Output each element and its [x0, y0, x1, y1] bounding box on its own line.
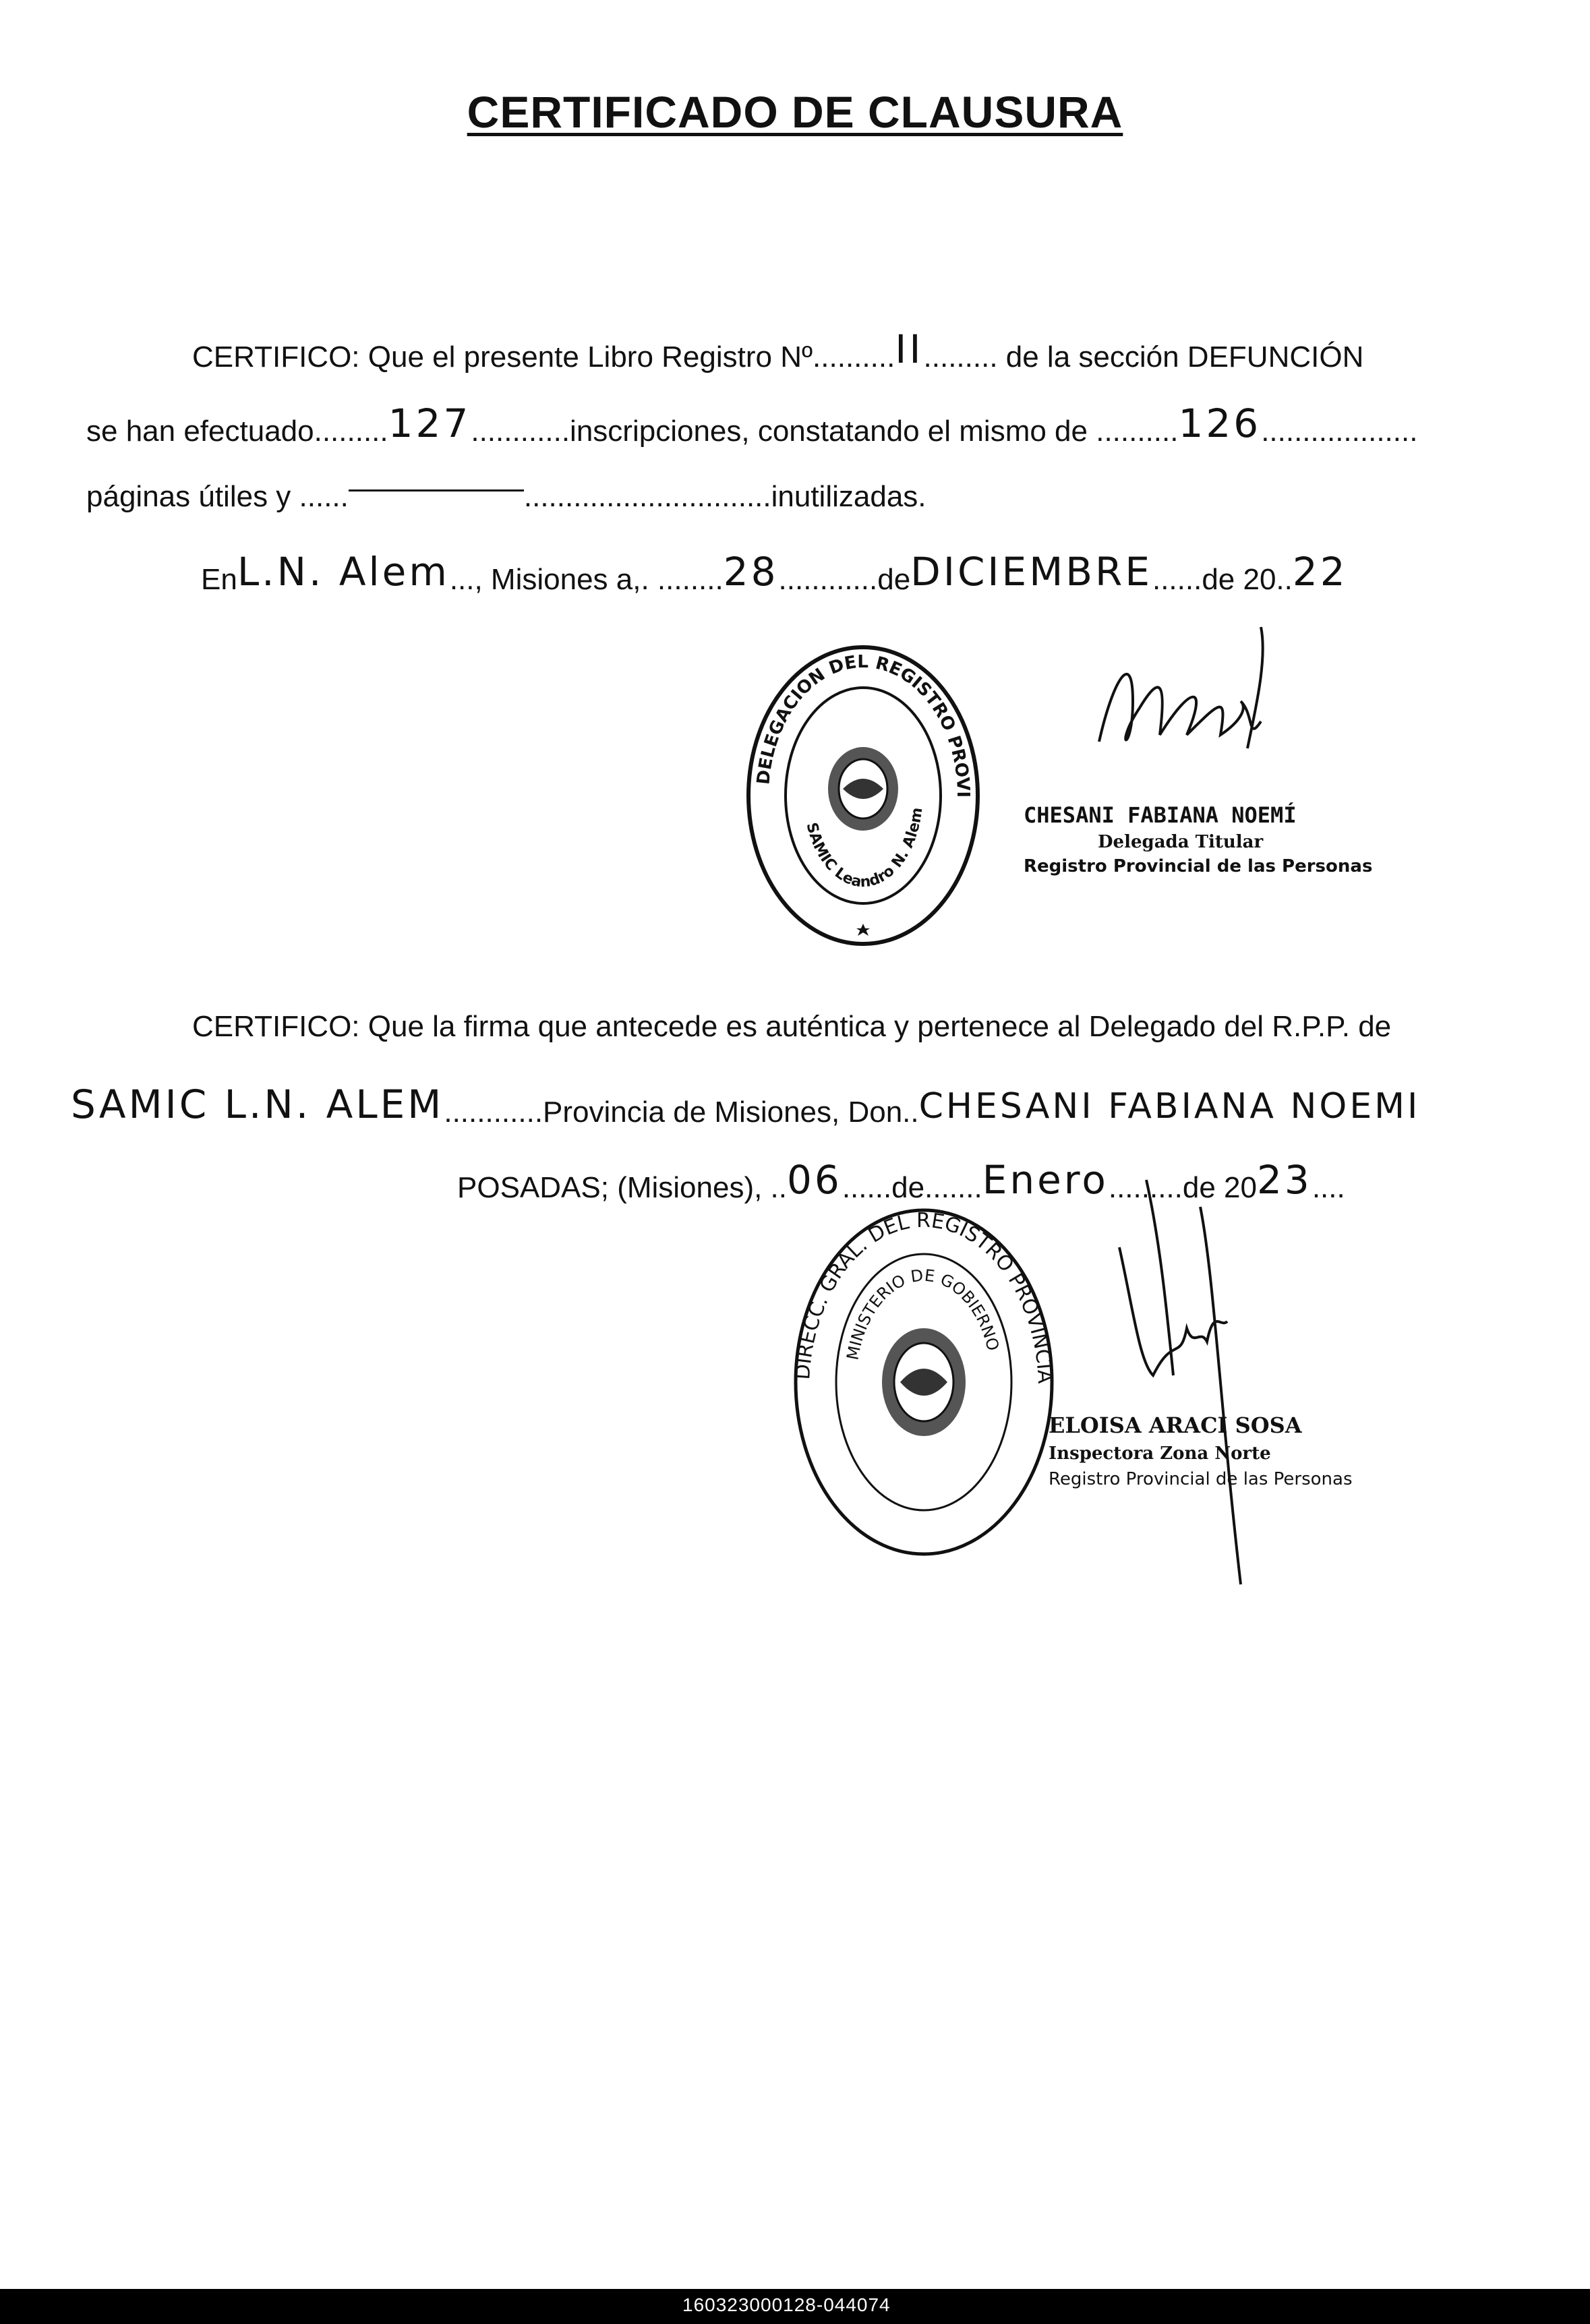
footer-bar	[0, 2289, 1590, 2324]
first-seal	[742, 640, 984, 951]
localidad: SAMIC L.N. ALEM	[71, 1081, 444, 1127]
delegado-name: CHESANI FABIANA NOEMI	[918, 1086, 1421, 1127]
first-signatory-role: Delegada Titular	[1098, 832, 1264, 852]
anio: 22	[1292, 549, 1348, 595]
coat-of-arms-icon	[882, 1328, 966, 1436]
second-dia: 06	[787, 1157, 842, 1203]
second-certificate-line-1: CERTIFICO: Que la firma que antecede es auténtica y pertenece al Delegado del R.P.P. de	[192, 1010, 1392, 1043]
libro-numero: II	[895, 326, 924, 372]
second-certificate-line-3: POSADAS; (Misiones), ..06......de.......Enero.........de 2023....	[457, 1157, 1345, 1204]
paginas-count: 126	[1178, 400, 1262, 446]
first-signatory-name: CHESANI FABIANA NOEMÍ	[1024, 802, 1297, 828]
second-signatory-org: Registro Provincial de las Personas	[1049, 1469, 1353, 1489]
second-mes: Enero	[982, 1157, 1109, 1203]
second-signature-image	[1092, 1173, 1268, 1591]
certificate-line-4: EnL.N. Alem..., Misiones a,. ........28............deDICIEMBRE......de 20..22	[201, 549, 1348, 596]
footer-code: 160323000128-044074	[682, 2294, 891, 2315]
second-signatory-block	[1049, 1412, 1386, 1489]
coat-of-arms-icon	[828, 747, 898, 831]
first-seal-inner-text: SAMIC Leandro N. Alem	[802, 806, 926, 891]
first-signatory-org: Registro Provincial de las Personas	[1024, 856, 1373, 876]
lugar: L.N. Alem	[237, 549, 450, 595]
certificate-line-3: páginas útiles y ...... ..............................inutilizadas.	[86, 480, 926, 513]
second-signatory-role: Inspectora Zona Norte	[1049, 1443, 1271, 1464]
document-title: CERTIFICADO DE CLAUSURA	[467, 87, 1123, 137]
second-seal-inner-text: MINISTERIO DE GOBIERNO	[843, 1265, 1003, 1362]
inscripciones-count: 127	[388, 400, 471, 446]
second-seal	[782, 1193, 1065, 1557]
first-signature-image	[1086, 620, 1288, 796]
certificate-line-1: CERTIFICO: Que el presente Libro Registro Nº..........II......... de la sección DEFUNCIÓN	[192, 326, 1364, 374]
second-certificate-line-2: SAMIC L.N. ALEM............Provincia de Misiones, Don..CHESANI FABIANA NOEMI	[71, 1081, 1421, 1129]
dia: 28	[723, 549, 779, 595]
first-signatory-block	[1024, 802, 1374, 876]
second-anio: 23	[1257, 1157, 1312, 1203]
handwritten-dash	[349, 489, 524, 491]
second-seal-outer-text: DIRECC. GRAL. DEL REGISTRO PROVINCIA	[791, 1208, 1057, 1384]
mes: DICIEMBRE	[910, 549, 1152, 595]
first-seal-outer-text: DELEGACION DEL REGISTRO PROVI	[753, 651, 974, 798]
certificate-line-2: se han efectuado.........127............inscripciones, constatando el mismo de ..........126...................	[86, 400, 1418, 448]
second-signatory-name: ELOISA ARACI SOSA	[1049, 1412, 1302, 1438]
